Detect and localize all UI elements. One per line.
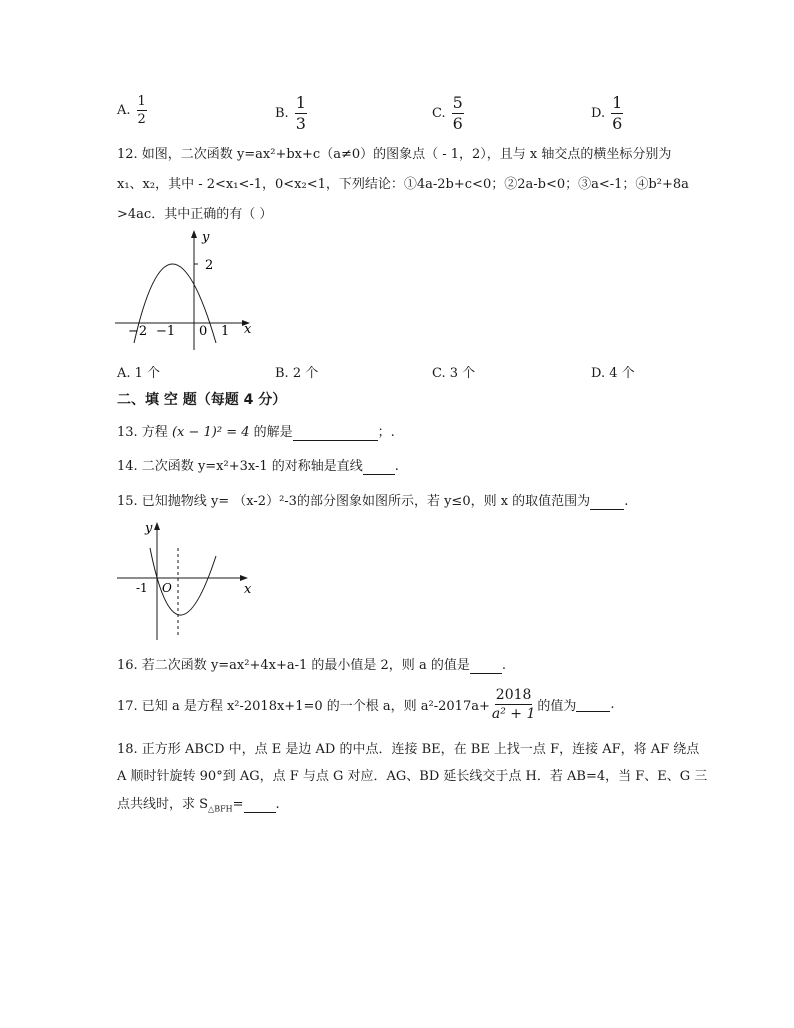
q18-line-1: 18. 正方形 ABCD 中，点 E 是边 AD 的中点．连接 BE，在 BE 上找一点 F，连接 AF，将 AF 绕点 bbox=[117, 742, 700, 757]
q13-equation: (x − 1)² = 4 bbox=[171, 425, 250, 440]
y-axis-label: y bbox=[145, 521, 153, 536]
q11-option-a: A. $\frac{1}{2}$ bbox=[117, 94, 146, 127]
x-axis-arrow-icon bbox=[240, 575, 248, 581]
x-tick-label-0: 0 bbox=[199, 324, 208, 339]
x-tick-label-neg1: −1 bbox=[156, 324, 176, 339]
q12-line-1: 12. 如图，二次函数 y=ax²+bx+c（a≠0）的图象点（ - 1，2），且与 x 轴交点的横坐标分别为 bbox=[117, 147, 672, 162]
q15: 15. 已知抛物线 y= （x-2）²-3的部分图象如图所示，若 y≤0，则 x 的取值范围为 . bbox=[117, 494, 629, 509]
q12-option-c: C. 3 个 bbox=[432, 366, 476, 381]
q12-option-d: D. 4 个 bbox=[591, 366, 635, 381]
y-tick-label-2: 2 bbox=[205, 258, 214, 273]
q17: 17. 已知 a 是方程 x²-2018x+1=0 的一个根 a，则 a²-2017a+ $\frac{2018}{\text{a² + 1}}$ 的值为 . bbox=[117, 687, 615, 722]
y-axis-label: y bbox=[202, 230, 210, 245]
y-axis-arrow-icon bbox=[191, 230, 197, 238]
x-axis-label: x bbox=[244, 322, 252, 337]
q13-answer-blank bbox=[293, 425, 378, 441]
y-axis-arrow-icon bbox=[154, 522, 160, 530]
q17-fraction: $\frac{2018}{\text{a² + 1}}$ bbox=[491, 687, 536, 722]
x-tick-label-neg1: -1 bbox=[136, 581, 148, 595]
q12-line-3: >4ac．其中正确的有（ ） bbox=[117, 207, 273, 222]
q12-option-a: A. 1 个 bbox=[117, 366, 161, 381]
q14: 14. 二次函数 y=x²+3x-1 的对称轴是直线 . bbox=[117, 459, 399, 474]
q16: 16. 若二次函数 y=ax²+4x+a-1 的最小值是 2，则 a 的值是 . bbox=[117, 658, 506, 673]
x-tick-label-neg2: −2 bbox=[128, 324, 148, 339]
x-tick-label-1: 1 bbox=[221, 324, 230, 339]
q18-line-3: 点共线时，求 $S_{\triangle BFH}=$ . bbox=[117, 797, 280, 814]
q11-option-c: C. $\frac{5}{6}$ bbox=[432, 93, 463, 133]
q13: 13. 方程 (x − 1)² = 4 的解是 ；. bbox=[117, 425, 395, 440]
q14-answer-blank bbox=[363, 459, 395, 475]
q18-answer-blank bbox=[244, 797, 276, 813]
x-axis-label: x bbox=[244, 582, 252, 597]
origin-label: O bbox=[162, 581, 172, 595]
q11-option-b: B. $\frac{1}{3}$ bbox=[275, 93, 306, 133]
q12-parabola-graph bbox=[110, 225, 270, 355]
q15-parabola-graph bbox=[112, 518, 262, 646]
q17-answer-blank bbox=[576, 697, 610, 712]
q12-option-b: B. 2 个 bbox=[275, 366, 319, 381]
q12-line-2: x₁、x₂，其中 - 2<x₁<-1，0<x₂<1，下列结论：①4a-2b+c<0；②2a-b<0；③a<-1；④b²+8a bbox=[117, 177, 689, 192]
q16-answer-blank bbox=[470, 658, 502, 674]
parabola-curve bbox=[150, 548, 216, 615]
q15-answer-blank bbox=[590, 494, 624, 510]
q11-option-d: D. $\frac{1}{6}$ bbox=[591, 93, 623, 133]
q18-line-2: A 顺时针旋转 90°到 AG，点 F 与点 G 对应．AG、BD 延长线交于点 H．若 AB=4，当 F、E、G 三 bbox=[117, 769, 708, 784]
section-heading: 二、填 空 题（每题 4 分） bbox=[117, 392, 287, 408]
